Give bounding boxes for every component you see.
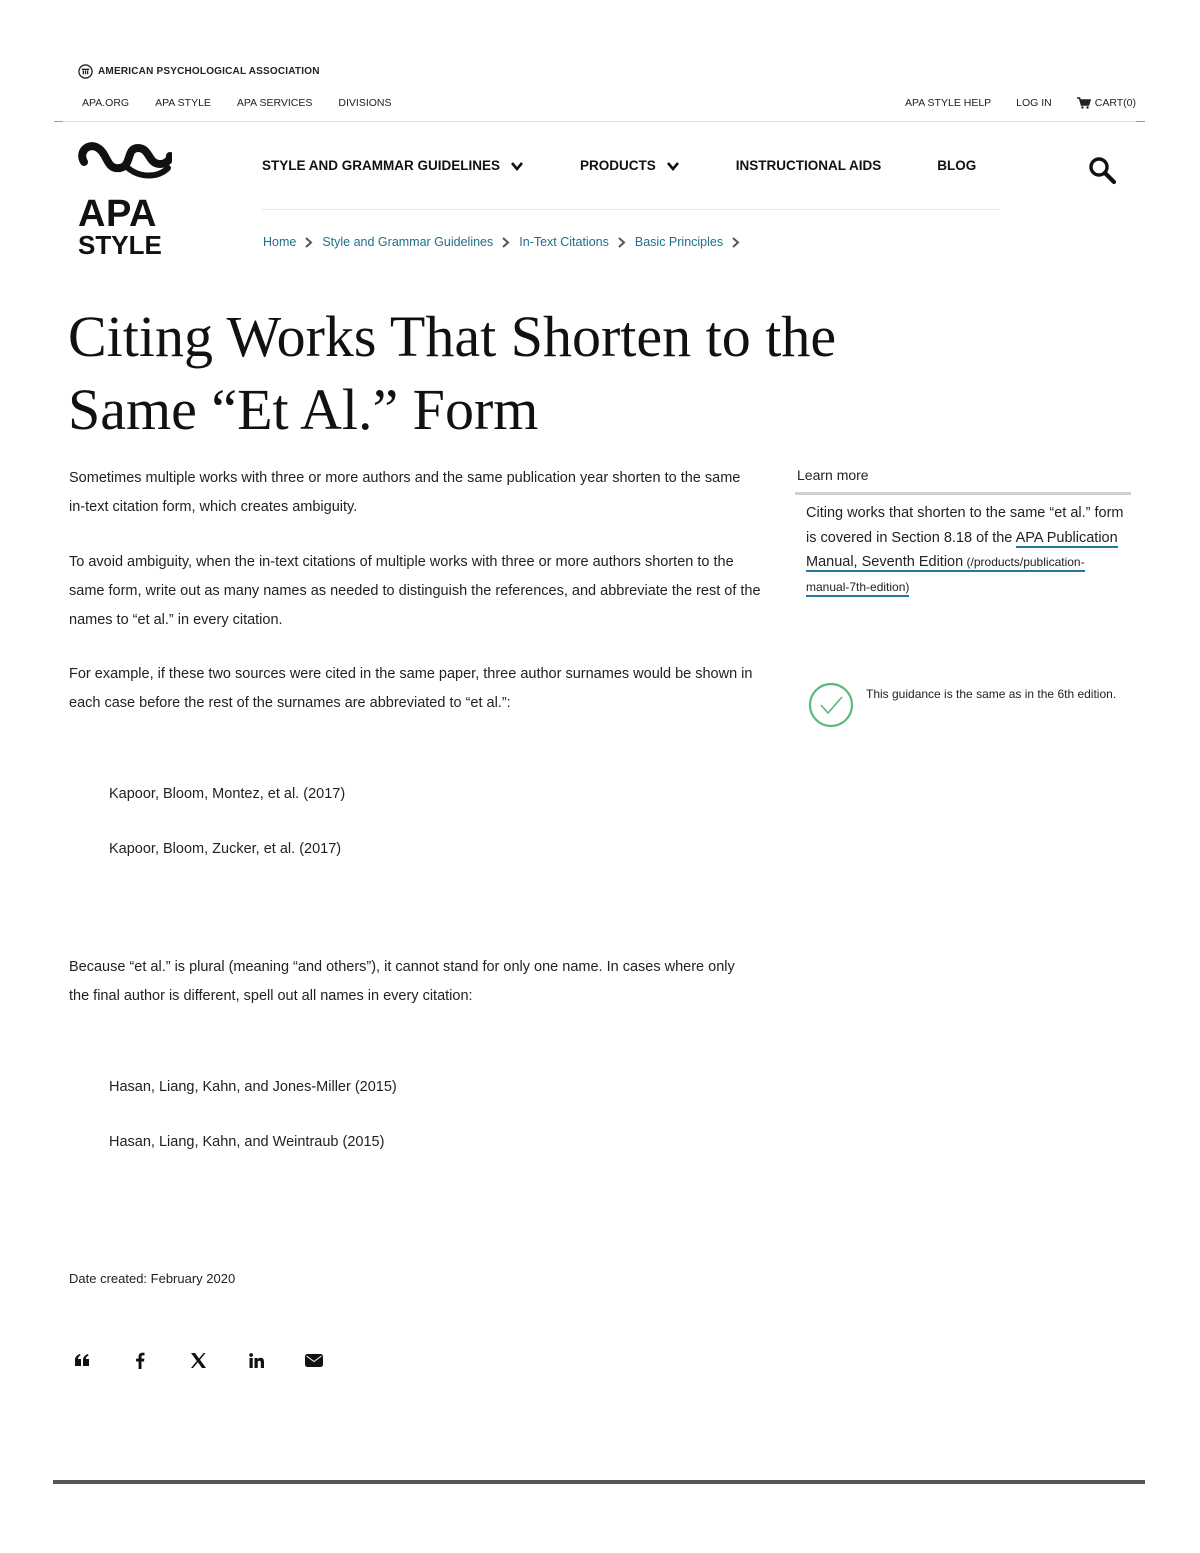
header-divider bbox=[54, 121, 1145, 122]
breadcrumb-in-text-citations[interactable]: In-Text Citations bbox=[519, 235, 609, 249]
chevron-down-icon bbox=[510, 159, 524, 173]
page-title-line-2: Same “Et Al.” Form bbox=[68, 377, 539, 442]
cart-label: CART(0) bbox=[1094, 97, 1136, 109]
learn-more-heading: Learn more bbox=[797, 467, 869, 483]
logo-style-text: STYLE bbox=[78, 230, 162, 260]
chevron-right-icon bbox=[304, 237, 313, 248]
edition-notice-text: This guidance is the same as in the 6th edition. bbox=[866, 687, 1117, 701]
nav-products[interactable] bbox=[580, 158, 680, 173]
page-title-line-1: Citing Works That Shorten to the bbox=[68, 304, 837, 369]
chevron-right-icon bbox=[731, 237, 740, 248]
association-name: AMERICAN PSYCHOLOGICAL ASSOCIATION bbox=[98, 66, 320, 77]
nav-label: BLOG bbox=[937, 158, 977, 173]
breadcrumb-style-grammar[interactable]: Style and Grammar Guidelines bbox=[322, 235, 494, 249]
chevron-right-icon bbox=[617, 237, 626, 248]
paragraph-plural: Because “et al.” is plural (meaning “and others”), it cannot stand for only one name. In cases where only the final author is different, spell out all names in every citation: bbox=[69, 959, 735, 1004]
learn-more-description: Citing works that shorten to the same “et al.” form is covered in Section 8.18 of the bbox=[806, 505, 1124, 546]
learn-more-divider bbox=[795, 492, 1131, 495]
example-citation: Kapoor, Bloom, Zucker, et al. (2017) bbox=[109, 841, 342, 857]
paragraph-avoid-ambiguity: To avoid ambiguity, when the in-text citations of multiple works with three or more authors shorten to the same form, write out as many names as needed to distinguish the references, and abbreviate the rest of the names to “et al.” in every citation. bbox=[69, 554, 761, 628]
utility-nav bbox=[82, 97, 392, 109]
nav-instructional-aids[interactable] bbox=[736, 158, 882, 173]
header-divider-tick-right bbox=[1136, 121, 1145, 122]
publication-manual-link-text: APA Publication Manual, Seventh Edition bbox=[806, 529, 1118, 570]
page-title bbox=[68, 300, 1028, 446]
nav-label: STYLE AND GRAMMAR GUIDELINES bbox=[262, 158, 501, 173]
nav-label: PRODUCTS bbox=[580, 158, 656, 173]
date-created: Date created: February 2020 bbox=[69, 1271, 236, 1286]
cart-icon bbox=[1077, 97, 1091, 109]
example-citation: Hasan, Liang, Kahn, and Weintraub (2015) bbox=[109, 1134, 385, 1150]
util-link-divisions[interactable]: DIVISIONS bbox=[338, 97, 392, 109]
util-link-apa-style[interactable]: APA STYLE bbox=[155, 97, 211, 109]
association-bar[interactable] bbox=[78, 64, 320, 79]
nav-blog[interactable] bbox=[937, 158, 976, 173]
chevron-right-icon bbox=[501, 237, 510, 248]
check-circle-icon bbox=[808, 682, 854, 728]
breadcrumb-basic-principles[interactable]: Basic Principles bbox=[634, 235, 724, 249]
breadcrumb-home[interactable]: Home bbox=[263, 235, 297, 249]
footer-divider bbox=[53, 1480, 1145, 1484]
example-citation: Hasan, Liang, Kahn, and Jones-Miller (2015) bbox=[109, 1079, 397, 1095]
search-icon[interactable] bbox=[1087, 155, 1117, 185]
nav-divider bbox=[262, 209, 999, 210]
apa-seal-icon bbox=[78, 64, 93, 79]
util-link-apa-org[interactable]: APA.ORG bbox=[82, 97, 130, 109]
main-nav bbox=[262, 158, 976, 173]
paragraph-example: For example, if these two sources were cited in the same paper, three author surnames would be shown in each case before the rest of the surnames are abbreviated to “et al.”: bbox=[69, 666, 753, 711]
linkedin-icon[interactable] bbox=[246, 1350, 266, 1370]
logo-apa-text: APA bbox=[78, 193, 157, 235]
nav-style-grammar-guidelines[interactable] bbox=[262, 158, 524, 173]
apa-style-mark-icon bbox=[78, 138, 172, 182]
apa-style-logo[interactable] bbox=[78, 138, 178, 258]
util-link-style-help[interactable]: APA STYLE HELP bbox=[904, 97, 992, 109]
util-link-log-in[interactable]: LOG IN bbox=[1016, 97, 1052, 109]
x-icon[interactable] bbox=[188, 1350, 208, 1370]
share-bar bbox=[72, 1350, 324, 1370]
header-divider-tick-left bbox=[54, 121, 63, 122]
paragraph-intro: Sometimes multiple works with three or more authors and the same publication year shorten to the same in-text citation form, which creates ambiguity. bbox=[69, 470, 741, 515]
chevron-down-icon bbox=[666, 159, 680, 173]
cart-link[interactable] bbox=[1077, 97, 1136, 109]
nav-label: INSTRUCTIONAL AIDS bbox=[735, 158, 882, 173]
example-citation: Kapoor, Bloom, Montez, et al. (2017) bbox=[109, 786, 346, 802]
breadcrumb bbox=[263, 235, 749, 249]
email-icon[interactable] bbox=[304, 1350, 324, 1370]
quote-icon[interactable] bbox=[72, 1350, 92, 1370]
publication-manual-link-url: (/products/publication-manual-7th-edition) bbox=[806, 555, 1085, 594]
facebook-icon[interactable] bbox=[130, 1350, 150, 1370]
utility-nav-right bbox=[905, 97, 1136, 109]
edition-notice bbox=[808, 682, 1118, 728]
util-link-apa-services[interactable]: APA SERVICES bbox=[236, 97, 313, 109]
learn-more-text bbox=[806, 501, 1126, 599]
